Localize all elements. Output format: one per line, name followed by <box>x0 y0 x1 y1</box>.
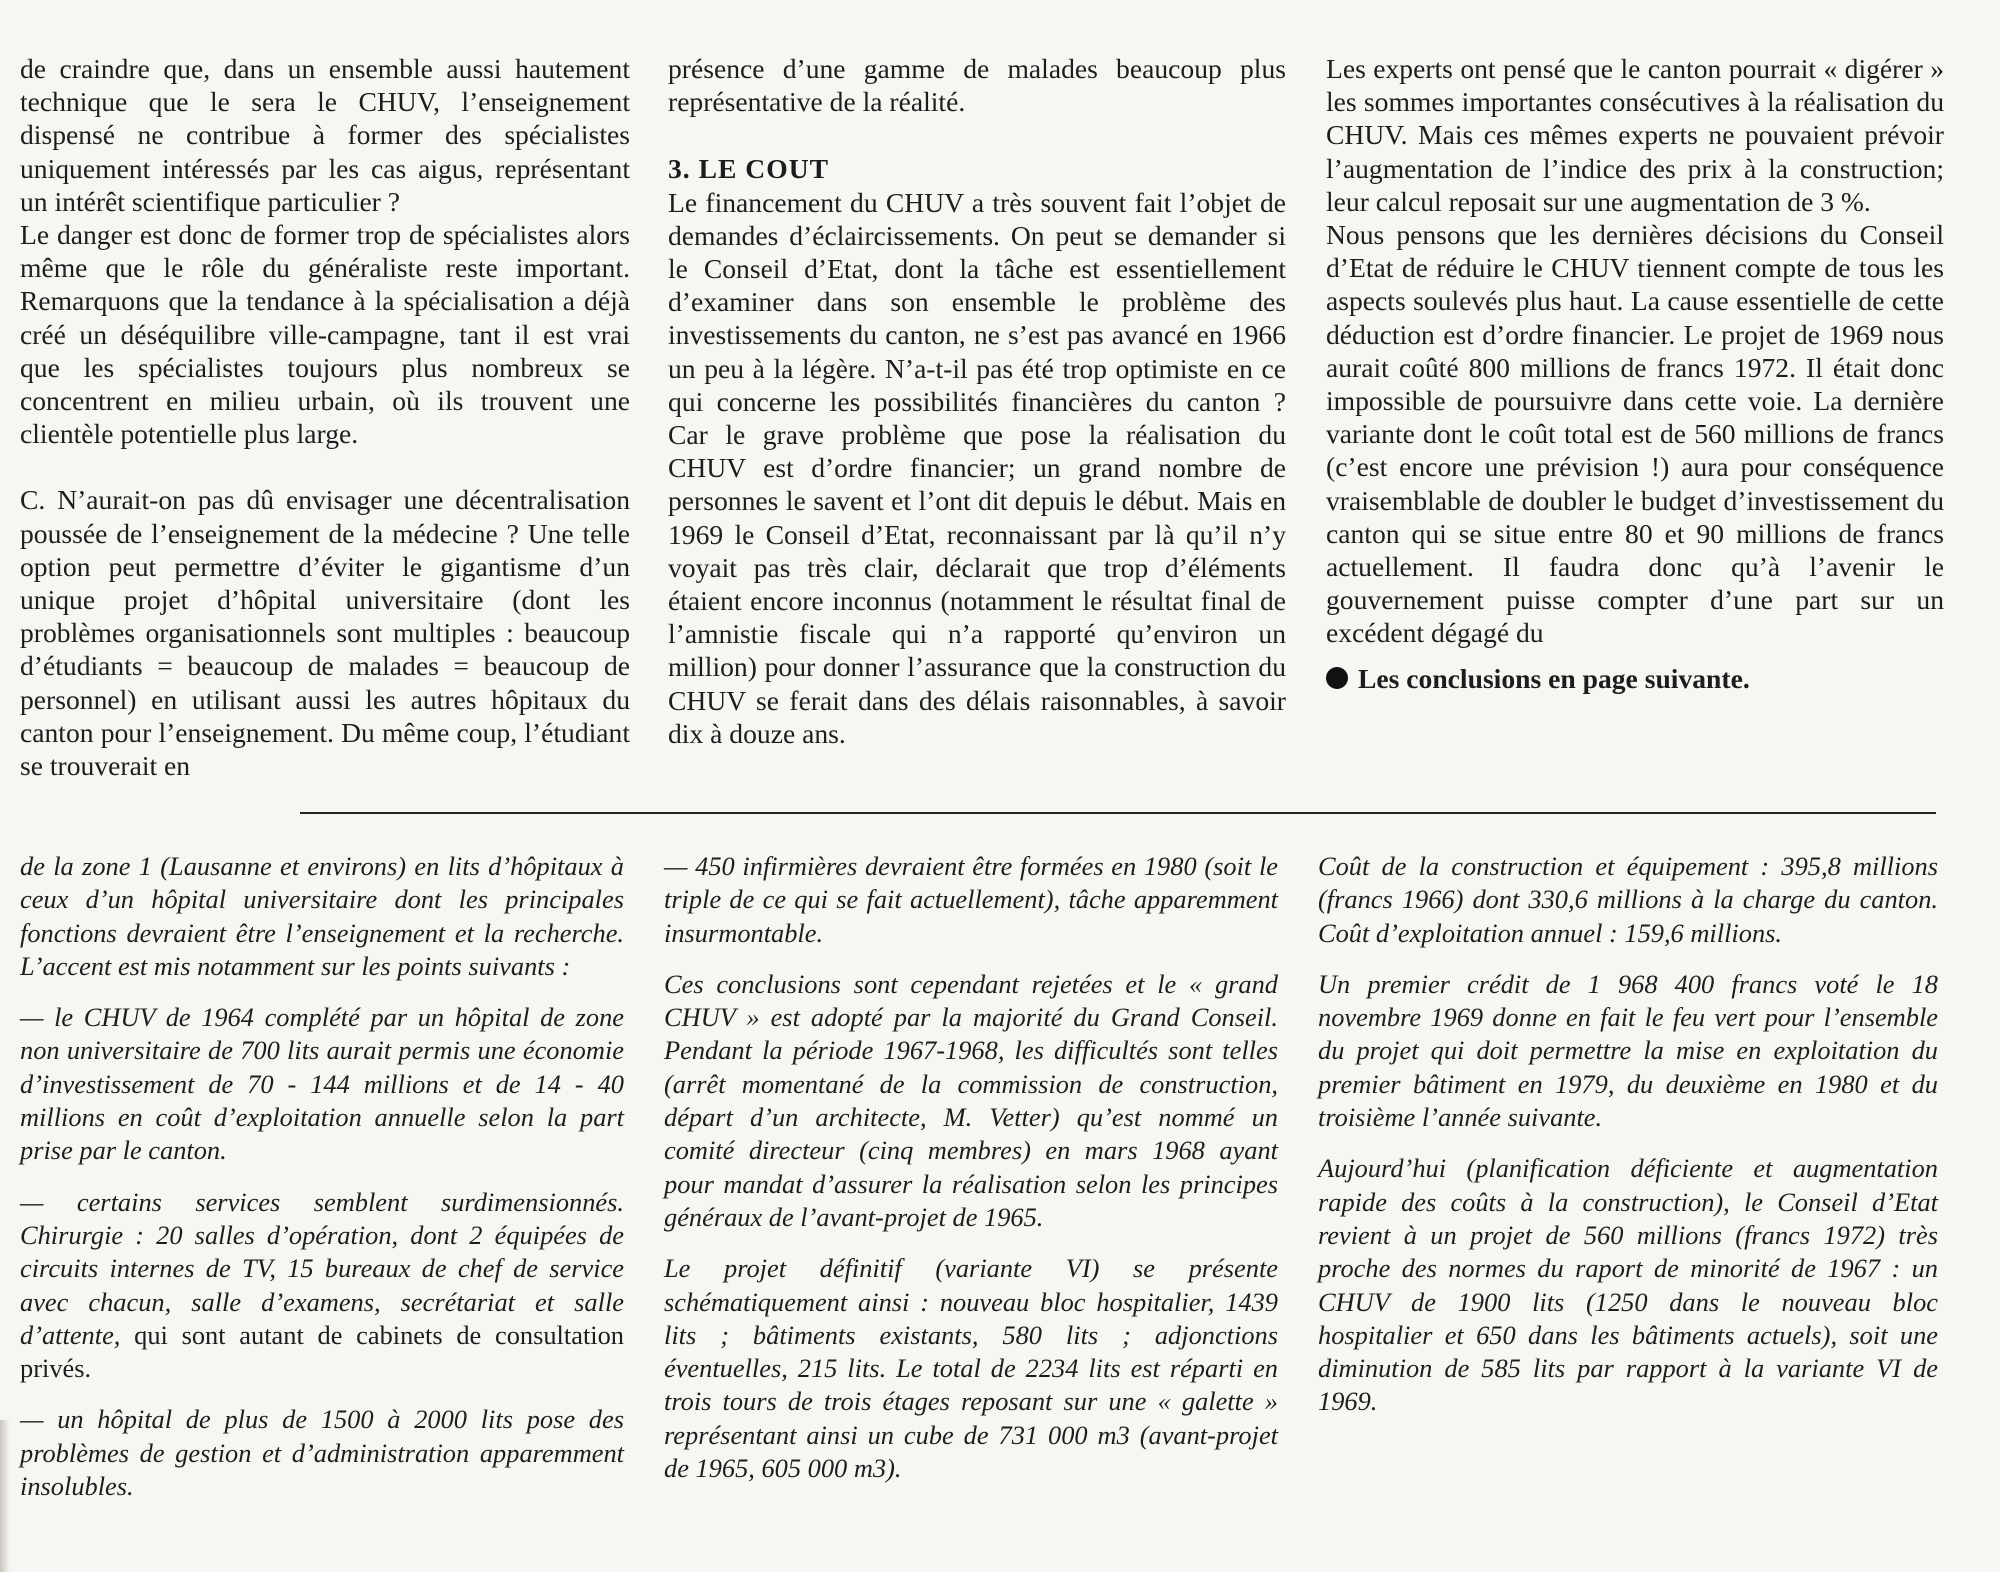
paragraph: C. N’aurait-on pas dû envisager une décentralisation poussée de l’enseignement de la médecine ? Une telle option peut permettre d’éviter le gigantisme d’un unique projet d’hôpital universitaire (dont les problèmes organisationnels sont multiples : beaucoup d’étudiants = beaucoup de malades = beaucoup de personnel) en utilisant aussi les autres hôpitaux du canton pour l’enseignement. Du même coup, l’étudiant se trouverait en <box>20 484 630 782</box>
paragraph: Nous pensons que les dernières décisions du Conseil d’Etat de réduire le CHUV tiennent compte de tous les aspects soulevés plus haut. La cause essentielle de cette déduction est d’ordre financier. Le projet de 1969 nous aurait coûté 800 millions de francs 1972. Il était donc impossible de poursuivre dans cette voie. La dernière variante dont le coût total est de 560 millions de francs (c’est encore une prévision !) aura pour conséquence vraisemblable de doubler le budget d’investissement du canton qui se situe entre 80 et 90 millions de francs actuellement. Il faudra donc qu’à l’avenir le gouvernement puisse compter d’une part sur un excédent dégagé du <box>1326 219 1944 649</box>
paragraph: présence d’une gamme de malades beaucoup plus représentative de la réalité. <box>668 53 1286 118</box>
upper-column-3 <box>1326 52 1944 695</box>
continuation-note-text: Les conclusions en page suivante. <box>1358 662 1750 694</box>
lower-column-2 <box>664 850 1278 1485</box>
paragraph-roman-part: qui sont autant de cabinets de consultation privés. <box>20 1319 624 1384</box>
horizontal-divider <box>300 812 1936 814</box>
continuation-note <box>1326 662 1944 695</box>
paragraph <box>20 1186 624 1386</box>
paragraph-italic-part: — certains services semblent surdimensionnés. Chirurgie : 20 salles d’opération, dont 2 équipées de circuits internes de TV, 15 bureaux de chef de service avec chacun, salle d’examens, secrétariat et salle d’attente, <box>20 1186 624 1350</box>
paragraph: — un hôpital de plus de 1500 à 2000 lits pose des problèmes de gestion et d’administration apparemment insolubles. <box>20 1404 624 1502</box>
paragraph: Coût de la construction et équipement : 395,8 millions (francs 1966) dont 330,6 millions à la charge du canton. Coût d’exploitation annuel : 159,6 millions. <box>1318 851 1938 948</box>
paragraph: — 450 infirmières devraient être formées en 1980 (soit le triple de ce qui se fait actuellement), tâche apparemment insurmontable. <box>664 851 1278 948</box>
bullet-icon <box>1326 667 1348 689</box>
paragraph: Les experts ont pensé que le canton pourrait « digérer » les sommes importantes consécutives à la réalisation du CHUV. Mais ces mêmes experts ne pouvaient prévoir l’augmentation de l’indice des prix à la construction; leur calcul reposait sur une augmentation de 3 %. <box>1326 53 1944 217</box>
paragraph: Le danger est donc de former trop de spécialistes alors même que le rôle du généraliste reste important. Remarquons que la tendance à la spécialisation a déjà créé un déséquilibre ville-campagne, tant il est vrai que les spécialistes toujours plus nombreux se concentrent en milieu urbain, où ils trouvent une clientèle potentielle plus large. <box>20 219 630 450</box>
paragraph: Aujourd’hui (planification déficiente et augmentation rapide des coûts à la construction), le Conseil d’Etat revient à un projet de 560 millions (francs 1972) très proche des normes du raport de minorité de 1967 : un CHUV de 1900 lits (1250 dans le nouveau bloc hospitalier et 650 dans les bâtiments actuels), soit une diminution de 585 lits par rapport à la variante VI de 1969. <box>1318 1153 1938 1417</box>
paragraph: Le projet définitif (variante VI) se présente schématiquement ainsi : nouveau bloc hospitalier, 1439 lits ; bâtiments existants, 580 lits ; adjonctions éventuelles, 215 lits. Le total de 2234 lits est réparti en trois tours de trois étages reposant sur une « galette » représentant ainsi un cube de 731 000 m3 (avant-projet de 1965, 605 000 m3). <box>664 1253 1278 1484</box>
paragraph: Un premier crédit de 1 968 400 francs voté le 18 novembre 1969 donne en fait le feu vert pour l’ensemble du projet qui doit permettre la mise en exploitation du premier bâtiment en 1979, du deuxième en 1980 et du troisième l’année suivante. <box>1318 968 1938 1133</box>
upper-column-2 <box>668 52 1286 750</box>
section-heading: 3. LE COUT <box>668 153 830 185</box>
paragraph: Le financement du CHUV a très souvent fait l’objet de demandes d’éclaircissements. On peut se demander si le Conseil d’Etat, dont la tâche est essentiellement d’examiner dans son ensemble le problème des investissements du canton, ne s’est pas avancé en 1966 un peu à la légère. N’a-t-il pas été trop optimiste en ce qui concerne les possibilités financières du canton ? Car le grave problème que pose la réalisation du CHUV est d’ordre financier; un grand nombre de personnes le savent et l’ont dit depuis le début. Mais en 1969 le Conseil d’Etat, reconnaissant par là qu’il n’y voyait pas très clair, déclarait que trop d’éléments étaient encore inconnus (notamment le résultat final de l’amnistie fiscale qui n’a rapporté qu’environ un million) pour donner l’assurance que la construction du CHUV se ferait dans des délais raisonnables, à savoir dix à douze ans. <box>668 186 1286 749</box>
paragraph: de la zone 1 (Lausanne et environs) en lits d’hôpitaux à ceux d’un hôpital universitaire dont les principales fonctions devraient être l’enseignement et la recherche. L’accent est mis notamment sur les points suivants : <box>20 851 624 981</box>
lower-column-3 <box>1318 850 1938 1419</box>
lower-column-1 <box>20 850 624 1503</box>
page-edge-shadow <box>0 1420 10 1572</box>
paragraph: de craindre que, dans un ensemble aussi hautement technique que le sera le CHUV, l’enseignement dispensé ne contribue à former des spécialistes uniquement intéressés par les cas aigus, représentant un intérêt scientifique particulier ? <box>20 53 630 217</box>
upper-column-1 <box>20 52 630 782</box>
paragraph: Ces conclusions sont cependant rejetées et le « grand CHUV » est adopté par la majorité du Grand Conseil. Pendant la période 1967-1968, les difficultés sont telles (arrêt momentané de la commission de construction, départ d’un architecte, M. Vetter) qu’est nommé un comité directeur (cinq membres) en mars 1968 ayant pour mandat d’assurer la réalisation selon les principes généraux de l’avant-projet de 1965. <box>664 968 1278 1232</box>
paragraph: — le CHUV de 1964 complété par un hôpital de zone non universitaire de 700 lits aurait permis une économie d’investissement de 70 - 144 millions et de 14 - 40 millions en coût d’exploitation annuelle selon la part prise par le canton. <box>20 1002 624 1166</box>
